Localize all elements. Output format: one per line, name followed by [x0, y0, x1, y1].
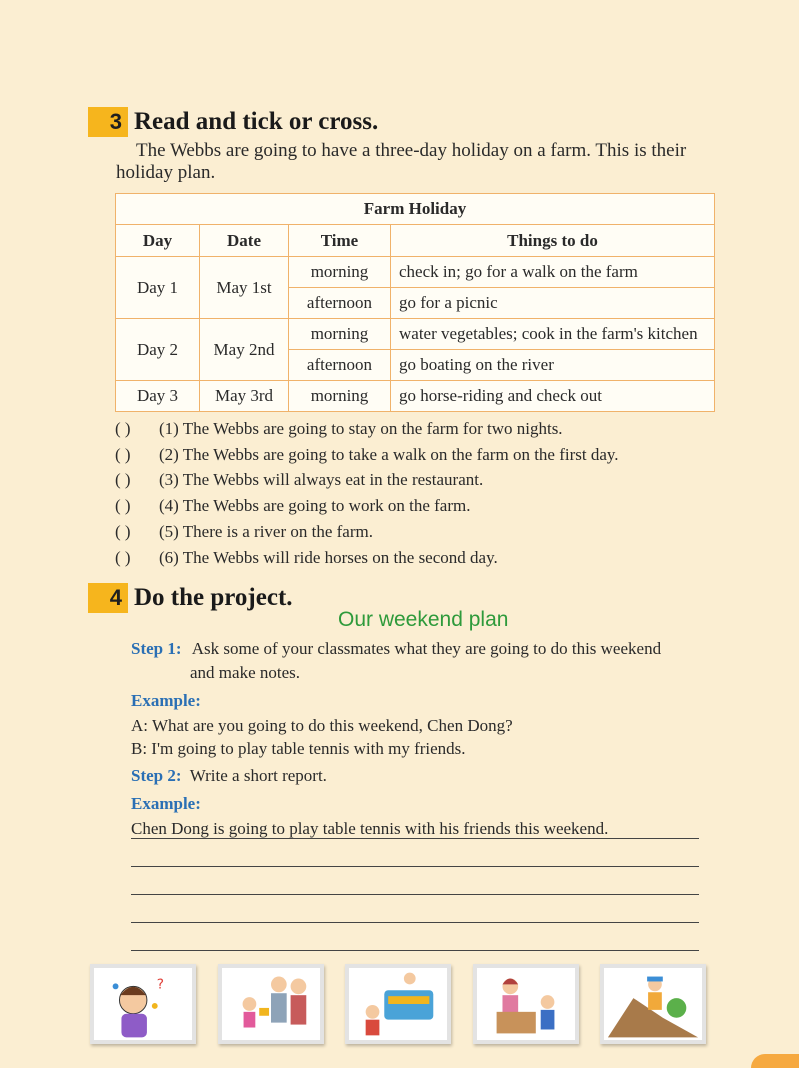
section-number: 3: [88, 107, 128, 137]
dialog-line: B: I'm going to play table tennis with my friends.: [131, 739, 466, 758]
mother-cooking-picture: [473, 964, 579, 1044]
time-cell: afternoon: [289, 350, 391, 381]
time-cell: afternoon: [289, 288, 391, 319]
statement-text: (1) The Webbs are going to stay on the farm for two nights.: [159, 418, 563, 438]
time-cell: morning: [289, 381, 391, 412]
hiker-climbing-picture: [600, 964, 706, 1044]
list-item: [115, 442, 619, 468]
day-cell: Day 2: [116, 319, 200, 381]
thing-cell: go horse-riding and check out: [391, 381, 715, 412]
day-cell: Day 3: [116, 381, 200, 412]
table-caption: Farm Holiday: [116, 194, 715, 225]
step-1: [131, 639, 661, 659]
day-cell: Day 1: [116, 257, 200, 319]
writing-line[interactable]: [131, 894, 699, 895]
answer-bracket[interactable]: ( ): [115, 496, 131, 516]
answer-bracket[interactable]: ( ): [115, 522, 131, 542]
family-gift-picture: [218, 964, 324, 1044]
writing-line[interactable]: [131, 922, 699, 923]
example-label: Example:: [131, 794, 201, 813]
answer-bracket[interactable]: ( ): [115, 418, 131, 438]
section-3-heading: [88, 107, 378, 137]
header-day: Day: [116, 225, 200, 257]
step-text: Ask some of your classmates what they are going to do this weekend: [191, 639, 662, 658]
answer-bracket[interactable]: ( ): [115, 470, 131, 490]
section-title: Read and tick or cross.: [134, 108, 379, 135]
list-item: [115, 493, 619, 519]
time-cell: morning: [289, 257, 391, 288]
thing-cell: go for a picnic: [391, 288, 715, 319]
intro-line: The Webbs are going to have a three-day holiday on a farm. This is their: [136, 140, 687, 161]
statement-text: (5) There is a river on the farm.: [159, 522, 373, 542]
step-label: Step 1:: [131, 639, 182, 658]
tick-or-cross-list: [115, 416, 619, 571]
writing-line: [131, 838, 699, 839]
list-item: [115, 468, 619, 494]
list-item: [115, 519, 619, 545]
thinking-boy-picture: [90, 964, 196, 1044]
time-cell: morning: [289, 319, 391, 350]
thing-cell: go boating on the river: [391, 350, 715, 381]
statement-text: (6) The Webbs will ride horses on the second day.: [159, 547, 498, 567]
step-label: Step 2:: [131, 766, 182, 785]
intro-line: holiday plan.: [116, 162, 216, 183]
report-example: Chen Dong is going to play table tennis with his friends this weekend.: [131, 819, 609, 838]
statement-text: (3) The Webbs will always eat in the restaurant.: [159, 470, 484, 490]
date-cell: May 3rd: [200, 381, 289, 412]
writing-line[interactable]: [131, 950, 699, 951]
writing-line[interactable]: [131, 866, 699, 867]
page-corner: [751, 1054, 799, 1068]
section-title: Do the project.: [134, 584, 293, 611]
table-row: [116, 381, 715, 412]
section-number: 4: [88, 583, 128, 613]
section-4-heading: [88, 583, 293, 613]
thing-cell: check in; go for a walk on the farm: [391, 257, 715, 288]
list-item: [115, 545, 619, 571]
list-item: [115, 416, 619, 442]
statement-text: (4) The Webbs are going to work on the farm.: [159, 496, 471, 516]
step-1-continued: and make notes.: [190, 663, 300, 682]
header-time: Time: [289, 225, 391, 257]
svg-text:?: ?: [156, 976, 165, 993]
date-cell: May 1st: [200, 257, 289, 319]
date-cell: May 2nd: [200, 319, 289, 381]
answer-bracket[interactable]: ( ): [115, 547, 131, 567]
statement-text: (2) The Webbs are going to take a walk on the farm on the first day.: [159, 444, 619, 464]
thing-cell: water vegetables; cook in the farm's kitchen: [391, 319, 715, 350]
project-title: Our weekend plan: [338, 608, 509, 631]
header-date: Date: [200, 225, 289, 257]
step-text: Write a short report.: [189, 766, 327, 785]
table-row: [116, 319, 715, 350]
header-things: Things to do: [391, 225, 715, 257]
boy-at-cooker-picture: [345, 964, 451, 1044]
table-row: [116, 257, 715, 288]
step-2: [131, 766, 327, 786]
intro-paragraph: [116, 140, 706, 184]
answer-bracket[interactable]: ( ): [115, 444, 131, 464]
dialog-line: A: What are you going to do this weekend, Chen Dong?: [131, 716, 513, 735]
example-label: Example:: [131, 691, 201, 710]
farm-holiday-table: [115, 193, 715, 412]
